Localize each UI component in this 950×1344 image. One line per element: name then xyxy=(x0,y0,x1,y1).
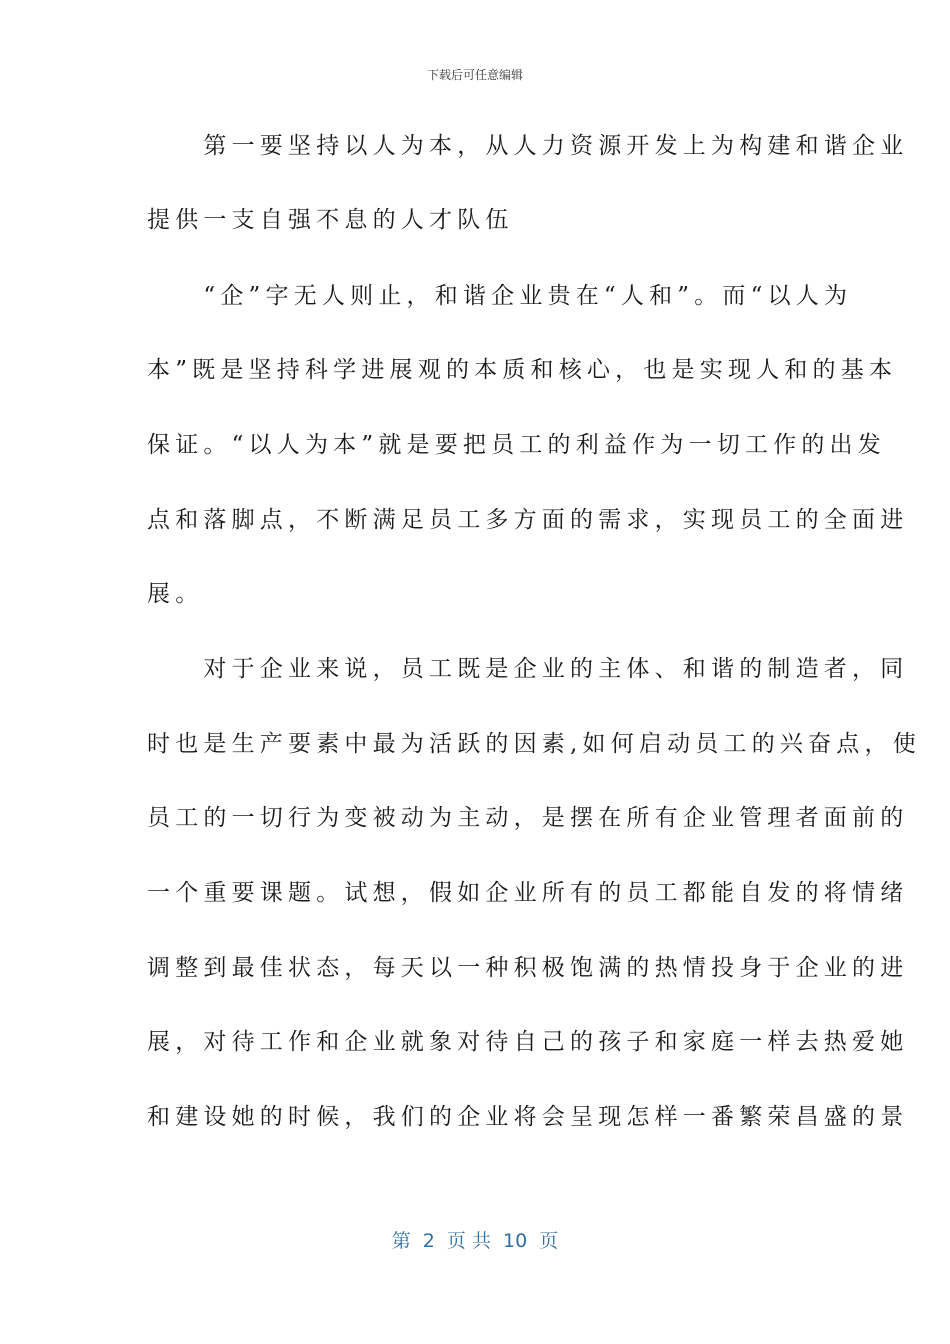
body-line: 展，对待工作和企业就象对待自己的孩子和家庭一样去热爱她 xyxy=(147,1029,909,1055)
body-line: 第一要坚持以人为本，从人力资源开发上为构建和谐企业 xyxy=(147,133,909,159)
page-number-footer: 第 2 页 共 10 页 xyxy=(391,1230,559,1252)
body-line: 提供一支自强不息的人才队伍 xyxy=(147,207,514,233)
body-line: 点和落脚点，不断满足员工多方面的需求，实现员工的全面进 xyxy=(147,507,909,533)
body-line: 展。 xyxy=(147,581,204,607)
body-line: 对于企业来说，员工既是企业的主体、和谐的制造者，同 xyxy=(147,656,909,682)
body-line: 时也是生产要素中最为活跃的因素,如何启动员工的兴奋点，使 xyxy=(147,731,921,757)
body-line: 员工的一切行为变被动为主动，是摆在所有企业管理者面前的 xyxy=(147,805,909,831)
body-line: 一个重要课题。试想，假如企业所有的员工都能自发的将情绪 xyxy=(147,880,909,906)
body-line: 和建设她的时候，我们的企业将会呈现怎样一番繁荣昌盛的景 xyxy=(147,1104,909,1130)
header-note: 下载后可任意编辑 xyxy=(426,68,523,82)
body-line: 保证。“以人为本”就是要把员工的利益作为一切工作的出发 xyxy=(147,432,886,458)
body-line: 本”既是坚持科学进展观的本质和核心，也是实现人和的基本 xyxy=(147,357,898,383)
body-line: “企”字无人则止，和谐企业贵在“人和”。而“以人为 xyxy=(147,283,853,309)
body-line: 调整到最佳状态，每天以一种积极饱满的热情投身于企业的进 xyxy=(147,955,909,981)
